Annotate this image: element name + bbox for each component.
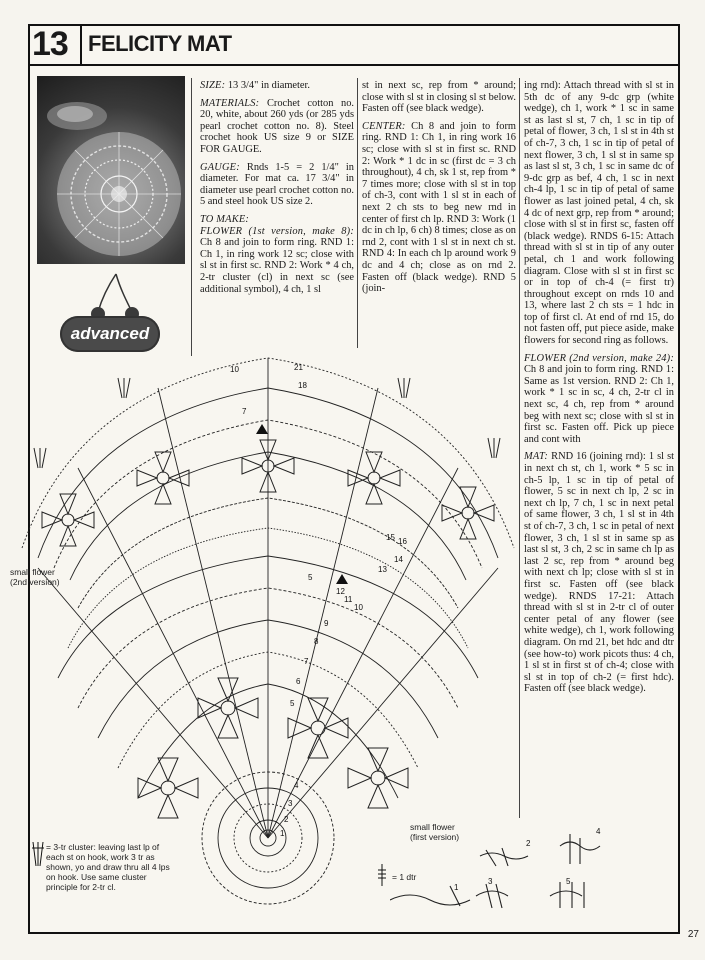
round-number: 15	[386, 533, 395, 542]
materials-label: MATERIALS:	[200, 97, 260, 109]
howto-step-number: 4	[596, 827, 601, 836]
howto-illustrations	[390, 826, 620, 926]
round-number: 18	[298, 381, 307, 390]
joining-round-text: ing rnd): Attach thread with sl st in 5th dc of any 9-dc grp (white wedge), ch 1, work * 1 sc in same st as last sl st, 7 ch, 1 sc in tip of petal of flower, 3 ch, 1 sl st in 4th st of ch-7, 3 ch, 1 sc in tip of petal of next flower, 3 ch, 1 sl st in same sp as last sl st, 3 ch, 1 sc in same dc of 9-dc grp as bef, 4 ch, 1 sc in next ch-4 lp, 1 sc in tip of petal of same flower as last joined petal, 4 ch, sk 4 dc of next grp, rep from * around; close with sl st in first sc, fasten off (black wedge). RNDS 6-15: Attach thread with sl st in tip of any outer petal, ch 1 and work following diagram. Close with sl st in first sc or in top of ch-4 (= first tr) throughout except on rnds 10 and 13, where last 2 ch sts = 1 hdc in top of first cl. At end of rnd 15, do not fasten off, put piece aside, make flowers for second ring as follows.	[524, 80, 674, 347]
column-divider	[357, 78, 358, 348]
to-make-label: TO MAKE:	[200, 213, 250, 225]
center-text: Ch 8 and join to form ring. RND 1: Ch 1, in ring work 16 sc; close with sl st in first sc. RND 2: Work * 1 dc in sc (first dc = 3 ch throughout), 4 ch, sk 1 st, rep from * 7 times more; close with sl st in top of ch-3, cont with 1 sl st in each of next 2 ch sts to beg new rnd in center of first ch lp. RND 3: Work (1 dc in ch lp, 6 ch) 8 times; close as on rnd 2, cont with 1 sl st in next ch st. RND 4: In each ch lp around work 9 dc and 4 ch; close as on rnd 2. Fasten off (black wedge). RND 5 (join-	[362, 120, 516, 295]
round-number: 21	[294, 363, 303, 372]
flower-continued-text: st in next sc, rep from * around; close with sl st in closing sl st below. Fasten off (see black wedge).	[362, 80, 516, 115]
gauge-label: GAUGE:	[200, 161, 240, 173]
dtr-symbol-icon	[376, 862, 388, 888]
flower-text: Ch 8 and join to form ring. RND 1: Ch 1, in ring work 12 sc; close with sl st in first sc. RND 2: Work * 4 ch, 2-tr cluster (cl) in next sc (see additional symbol), 4 ch, 1 sl	[200, 237, 354, 295]
size-text: 13 3/4" in diameter.	[225, 80, 311, 91]
round-number: 7	[304, 657, 309, 666]
page-number: 27	[687, 929, 699, 940]
round-number: 10	[230, 365, 239, 374]
round-number: 8	[314, 637, 319, 646]
howto-step-number: 2	[526, 839, 531, 848]
flower-label: FLOWER (1st version, make 8):	[200, 225, 354, 237]
size-label: SIZE:	[200, 80, 226, 91]
center-label: CENTER:	[362, 120, 406, 132]
round-number: 5	[290, 699, 295, 708]
instructions-column-2	[362, 80, 516, 295]
small-flower-1st-label: small flower (first version)	[410, 822, 460, 842]
howto-step-number: 1	[454, 883, 459, 892]
round-number: 16	[398, 537, 407, 546]
instructions-column-3	[524, 80, 674, 695]
round-number: 1	[280, 829, 285, 838]
round-number: 4	[294, 781, 299, 790]
column-divider	[519, 78, 520, 818]
howto-step-number: 3	[488, 877, 493, 886]
black-wedge-icon	[336, 574, 348, 584]
round-number: 7	[242, 407, 247, 416]
flower2-text: Ch 8 and join to form ring. RND 1: Same as 1st version. RND 2: Ch 1, work * 1 sc in sc, 4 ch, 2-tr cl in next sc, 4 ch, rep from * around beg with next sc; close with sl st in first sc. Fasten off. Pick up piece and cont with	[524, 364, 674, 445]
flower2-label: FLOWER (2nd version, make 24):	[524, 352, 674, 364]
pattern-title: FELICITY MAT	[88, 31, 232, 56]
howto-step-number: 5	[566, 877, 571, 886]
cluster-note: = 3-tr cluster: leaving last lp of each st on hook, work 3 tr as shown, yo and draw thru all 4 lps on hook. Use same cluster principle for 2-tr cl.	[46, 842, 170, 892]
small-flower-2nd-label: small flower (2nd version)	[10, 567, 60, 587]
header-divider	[80, 24, 82, 64]
cherries-icon	[86, 272, 146, 322]
round-number: 5	[308, 573, 313, 582]
mat-photo-image	[37, 76, 185, 264]
materials-text: Crochet cotton no. 20, white, about 260 yds (or 285 yds pearl crochet cotton no. 8). Steel crochet hook US size 9 or SIZE FOR GAUGE.	[200, 97, 354, 155]
page-header	[28, 24, 680, 66]
round-number: 3	[288, 799, 293, 808]
mat-photo	[37, 76, 185, 264]
round-number: 10	[354, 603, 363, 612]
round-number: 6	[296, 677, 301, 686]
difficulty-badge: advanced	[60, 316, 160, 352]
round-number: 9	[324, 619, 329, 628]
round-number: 2	[284, 815, 289, 824]
mat-label: MAT:	[524, 451, 549, 463]
instructions-column-1	[200, 80, 354, 295]
round-number: 12	[336, 587, 345, 596]
column-divider	[191, 78, 192, 356]
round-number: 11	[344, 595, 353, 604]
round-number: 13	[378, 565, 387, 574]
round-number: 14	[394, 555, 403, 564]
dtr-note: = 1 dtr	[392, 872, 417, 882]
mat-text: RND 16 (joining rnd): 1 sl st in next ch st, ch 1, work * 5 sc in ch-5 lp, 1 sc in tip of petal of flower, 5 sc in next ch lp, 2 sc in next ch lp, 7 ch, 1 sc in next petal of same flower, 3 ch, 1 sl st in 4th st of ch-7, 3 ch, 1 sc in petal of next flower, 3 ch, 1 sl st in same sp as last sl st, 3 ch, 2 sc in same ch lp as last 2 sc, rep from * around beg with next ch lp; close with sl st in first sc. Fasten off (see black wedge). RNDS 17-21: Attach thread with sl st in 2-tr cl of outer center petal of any flower (see white wedge), ch 1, work following diagram. On rnd 21, bet hdc and dtr (see how-to) work picots thus: 4 ch, 1 sl st in first st of ch-4; close with sl st in top of ch-2 (= first hdc). Fasten off (see black wedge).	[524, 451, 674, 695]
black-wedge-icon	[256, 424, 268, 434]
three-tr-cluster-icon	[30, 840, 46, 870]
gauge-text: Rnds 1-5 = 2 1/4" in diameter. For mat ca. 17 3/4" in diameter use pearl crochet cotton no. 5 and steel hook US size 2.	[200, 161, 354, 208]
pattern-number: 13	[32, 25, 68, 63]
